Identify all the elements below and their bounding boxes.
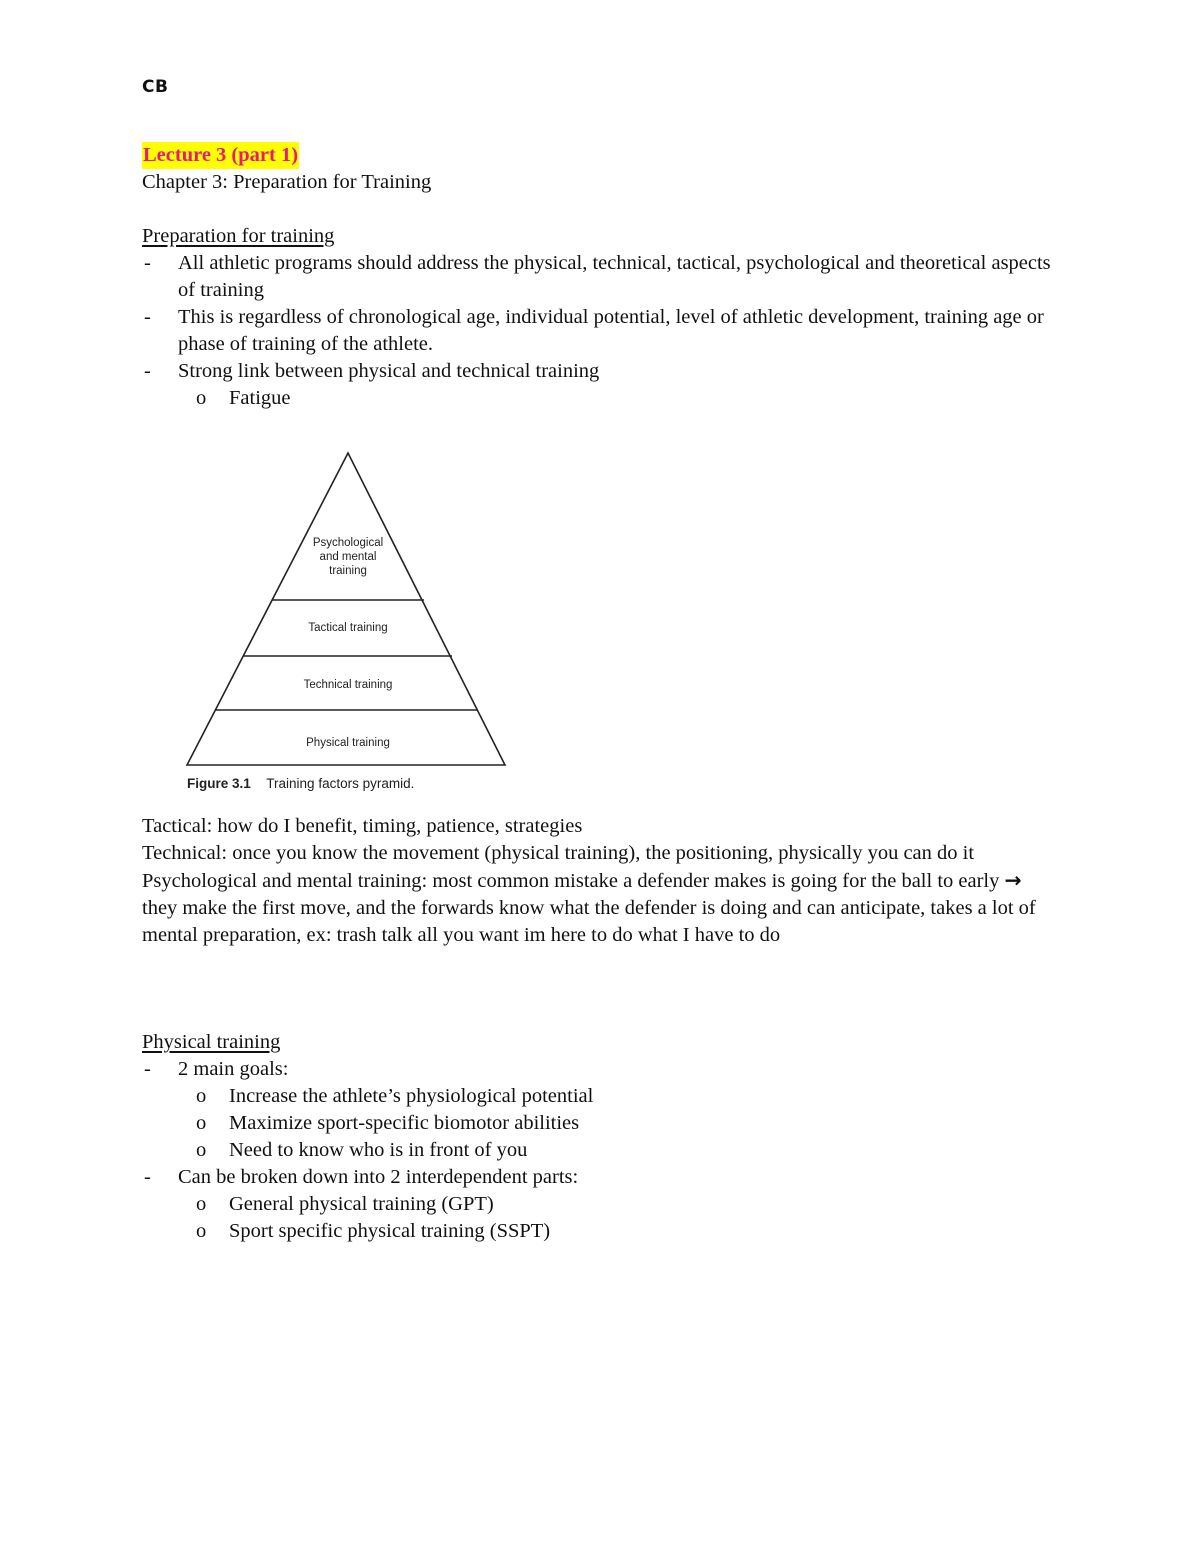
figure-caption-label: Figure 3.1 (187, 776, 251, 791)
sub-bullet-item (142, 1137, 1062, 1164)
note-tactical: Tactical: how do I benefit, timing, patience, strategies (142, 815, 583, 837)
section-physical-training (142, 1029, 1062, 1245)
training-pyramid-figure (180, 448, 510, 798)
note-psychological (142, 867, 1062, 949)
sub-bullet-marker: o (196, 1139, 207, 1161)
bullet-text: Can be broken down into 2 interdependent parts: (178, 1166, 579, 1188)
section-heading: Physical training (142, 1031, 281, 1053)
sub-bullet-marker: o (196, 1193, 207, 1215)
note-psych-text-cont: they make the first move, and the forwards know what the defender is doing and can anticipate, takes a lot of mental preparation, ex: trash talk all you want im here to do what I have to do (142, 897, 1036, 946)
figure-caption (187, 776, 414, 791)
pyramid-label-psych-line2: and mental (319, 551, 377, 563)
pyramid-label-tactical: Tactical training (308, 622, 388, 634)
sub-bullet-item (142, 1191, 1062, 1218)
bullet-text: Strong link between physical and technical training (178, 360, 600, 382)
sub-bullet-item (142, 1110, 1062, 1137)
pyramid-label-psych-line3: training (329, 565, 367, 577)
figure-caption-text: Training factors pyramid. (266, 776, 415, 791)
bullet-marker: - (144, 306, 151, 328)
bullet-marker: - (144, 252, 151, 274)
sub-bullet-text: Maximize sport-specific biomotor abilities (229, 1112, 580, 1134)
sub-bullet-text: Increase the athlete’s physiological potential (229, 1085, 594, 1107)
bullet-marker: - (144, 1058, 151, 1080)
sub-bullet-item (142, 1218, 1062, 1245)
pyramid-label-psych-line1: Psychological (312, 537, 384, 549)
sub-bullet-text: Need to know who is in front of you (229, 1139, 528, 1161)
arrow-right-icon: → (1004, 868, 1022, 892)
sub-bullet-text: General physical training (GPT) (229, 1193, 494, 1215)
bullet-item (142, 250, 1062, 304)
section-preparation (142, 223, 1062, 412)
notes-paragraphs (142, 813, 1062, 949)
chapter-title: Chapter 3: Preparation for Training (142, 171, 432, 193)
pyramid-label-technical: Technical training (303, 679, 393, 691)
bullet-item (142, 1056, 1062, 1083)
sub-bullet-marker: o (196, 387, 207, 409)
bullet-item (142, 358, 1062, 385)
sub-bullet-marker: o (196, 1220, 207, 1242)
bullet-text: 2 main goals: (178, 1058, 289, 1080)
sub-bullet-marker: o (196, 1112, 207, 1134)
lecture-title: Lecture 3 (part 1) (142, 142, 299, 169)
sub-bullet-item (142, 1083, 1062, 1110)
pyramid-outline (187, 453, 505, 765)
pyramid-label-physical: Physical training (306, 737, 390, 749)
note-technical: Technical: once you know the movement (physical training), the positioning, physically you can do it (142, 842, 975, 864)
note-psych-text: Psychological and mental training: most common mistake a defender makes is going for the ball to early (142, 870, 1000, 892)
author-initials: CB (142, 77, 169, 97)
bullet-marker: - (144, 1166, 151, 1188)
bullet-text: This is regardless of chronological age, individual potential, level of athletic development, training age or phase of training of the athlete. (178, 306, 1044, 355)
bullet-item (142, 304, 1062, 358)
sub-bullet-text: Fatigue (229, 387, 291, 409)
bullet-item (142, 1164, 1062, 1191)
sub-bullet-text: Sport specific physical training (SSPT) (229, 1220, 551, 1242)
sub-bullet-item (142, 385, 1062, 412)
bullet-text: All athletic programs should address the physical, technical, tactical, psychological and theoretical aspects of training (178, 252, 1051, 301)
section-heading: Preparation for training (142, 225, 335, 247)
sub-bullet-marker: o (196, 1085, 207, 1107)
bullet-marker: - (144, 360, 151, 382)
